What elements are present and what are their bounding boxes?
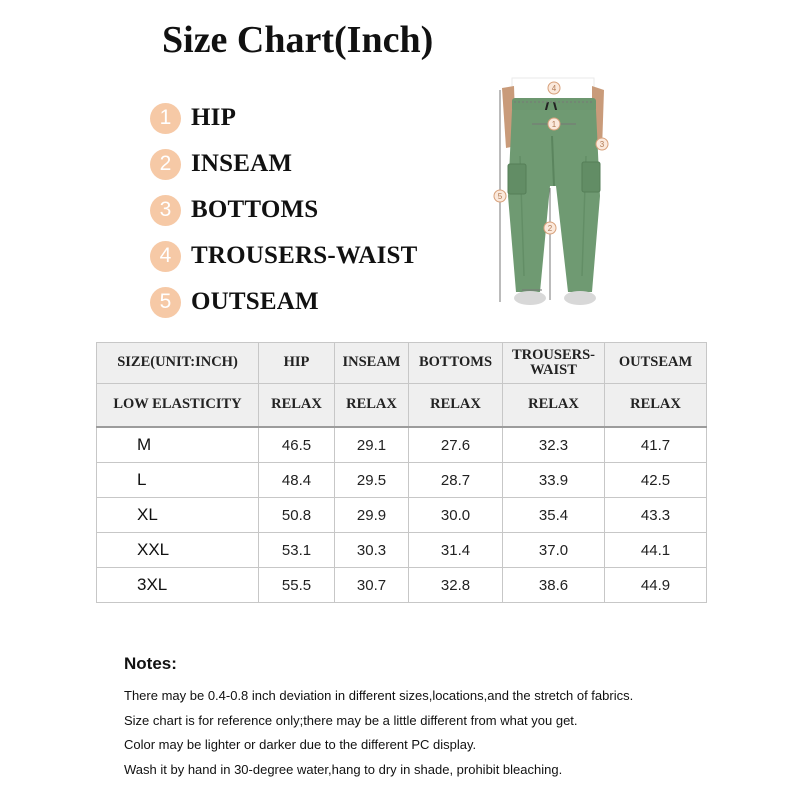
marker-1: 1 (551, 120, 557, 129)
note-line: Wash it by hand in 30-degree water,hang to dry in shade, prohibit bleaching. (124, 761, 563, 777)
fit-label: RELAX (259, 384, 335, 428)
pants-measurement-figure (488, 76, 618, 312)
table-row (97, 498, 707, 533)
size-cell: L (97, 463, 259, 498)
legend-label: OUTSEAM (191, 288, 319, 315)
size-cell: XL (97, 498, 259, 533)
legend-label: TROUSERS-WAIST (191, 242, 418, 269)
inseam-cell: 29.9 (335, 498, 409, 533)
waist-cell: 38.6 (503, 568, 605, 603)
notes-section (124, 654, 764, 782)
legend-item-hip (150, 100, 236, 136)
legend-item-inseam (150, 146, 292, 182)
marker-5: 5 (497, 192, 503, 201)
hip-cell: 50.8 (259, 498, 335, 533)
table-subheader-row (97, 384, 707, 428)
inseam-cell: 30.3 (335, 533, 409, 568)
marker-2: 2 (547, 224, 553, 233)
legend-item-trousers-waist (150, 238, 417, 274)
column-header-outseam: OUTSEAM (605, 343, 707, 384)
marker-4: 4 (551, 84, 557, 93)
notes-title: Notes: (124, 654, 177, 673)
outseam-cell: 42.5 (605, 463, 707, 498)
inseam-cell: 30.7 (335, 568, 409, 603)
legend-label: BOTTOMS (191, 196, 319, 223)
inseam-cell: 29.5 (335, 463, 409, 498)
inseam-cell: 29.1 (335, 427, 409, 463)
column-header-trousers-waist: TROUSERS-WAIST (503, 343, 605, 384)
elasticity-label: LOW ELASTICITY (97, 384, 259, 428)
table-row (97, 427, 707, 463)
outseam-cell: 43.3 (605, 498, 707, 533)
number-badge-icon: 1 (150, 103, 181, 134)
number-badge-icon: 3 (150, 195, 181, 226)
outseam-cell: 41.7 (605, 427, 707, 463)
number-badge-icon: 5 (150, 287, 181, 318)
note-line: There may be 0.4-0.8 inch deviation in different sizes,locations,and the stretch of fabrics. (124, 688, 634, 703)
hip-cell: 53.1 (259, 533, 335, 568)
table-row (97, 463, 707, 498)
legend-label: INSEAM (191, 150, 293, 177)
size-cell: XXL (97, 533, 259, 568)
note-line: Size chart is for reference only;there may be a little different from what you get. (124, 712, 578, 728)
size-chart-table (96, 342, 707, 603)
bottoms-cell: 32.8 (409, 568, 503, 603)
fit-label: RELAX (335, 384, 409, 428)
size-cell: M (97, 427, 259, 463)
bottoms-cell: 28.7 (409, 463, 503, 498)
bottoms-cell: 27.6 (409, 427, 503, 463)
bottoms-cell: 30.0 (409, 498, 503, 533)
number-badge-icon: 4 (150, 241, 181, 272)
column-header-inseam: INSEAM (335, 343, 409, 384)
column-header-bottoms: BOTTOMS (409, 343, 503, 384)
table-header-row (97, 343, 707, 384)
hip-cell: 48.4 (259, 463, 335, 498)
number-badge-icon: 2 (150, 149, 181, 180)
column-header-size: SIZE(UNIT:INCH) (97, 343, 259, 384)
column-header-hip: HIP (259, 343, 335, 384)
note-line: Color may be lighter or darker due to the different PC display. (124, 737, 477, 752)
legend-item-bottoms (150, 192, 318, 228)
waist-cell: 33.9 (503, 463, 605, 498)
marker-3: 3 (599, 140, 605, 149)
page-title: Size Chart(Inch) (162, 19, 434, 61)
waist-cell: 32.3 (503, 427, 605, 463)
table-row (97, 533, 707, 568)
legend-label: HIP (191, 104, 237, 131)
fit-label: RELAX (503, 384, 605, 428)
outseam-cell: 44.1 (605, 533, 707, 568)
hip-cell: 46.5 (259, 427, 335, 463)
fit-label: RELAX (409, 384, 503, 428)
legend-item-outseam (150, 284, 319, 320)
outseam-cell: 44.9 (605, 568, 707, 603)
hip-cell: 55.5 (259, 568, 335, 603)
fit-label: RELAX (605, 384, 707, 428)
bottoms-cell: 31.4 (409, 533, 503, 568)
size-cell: 3XL (97, 568, 259, 603)
waist-cell: 35.4 (503, 498, 605, 533)
table-row (97, 568, 707, 603)
waist-cell: 37.0 (503, 533, 605, 568)
